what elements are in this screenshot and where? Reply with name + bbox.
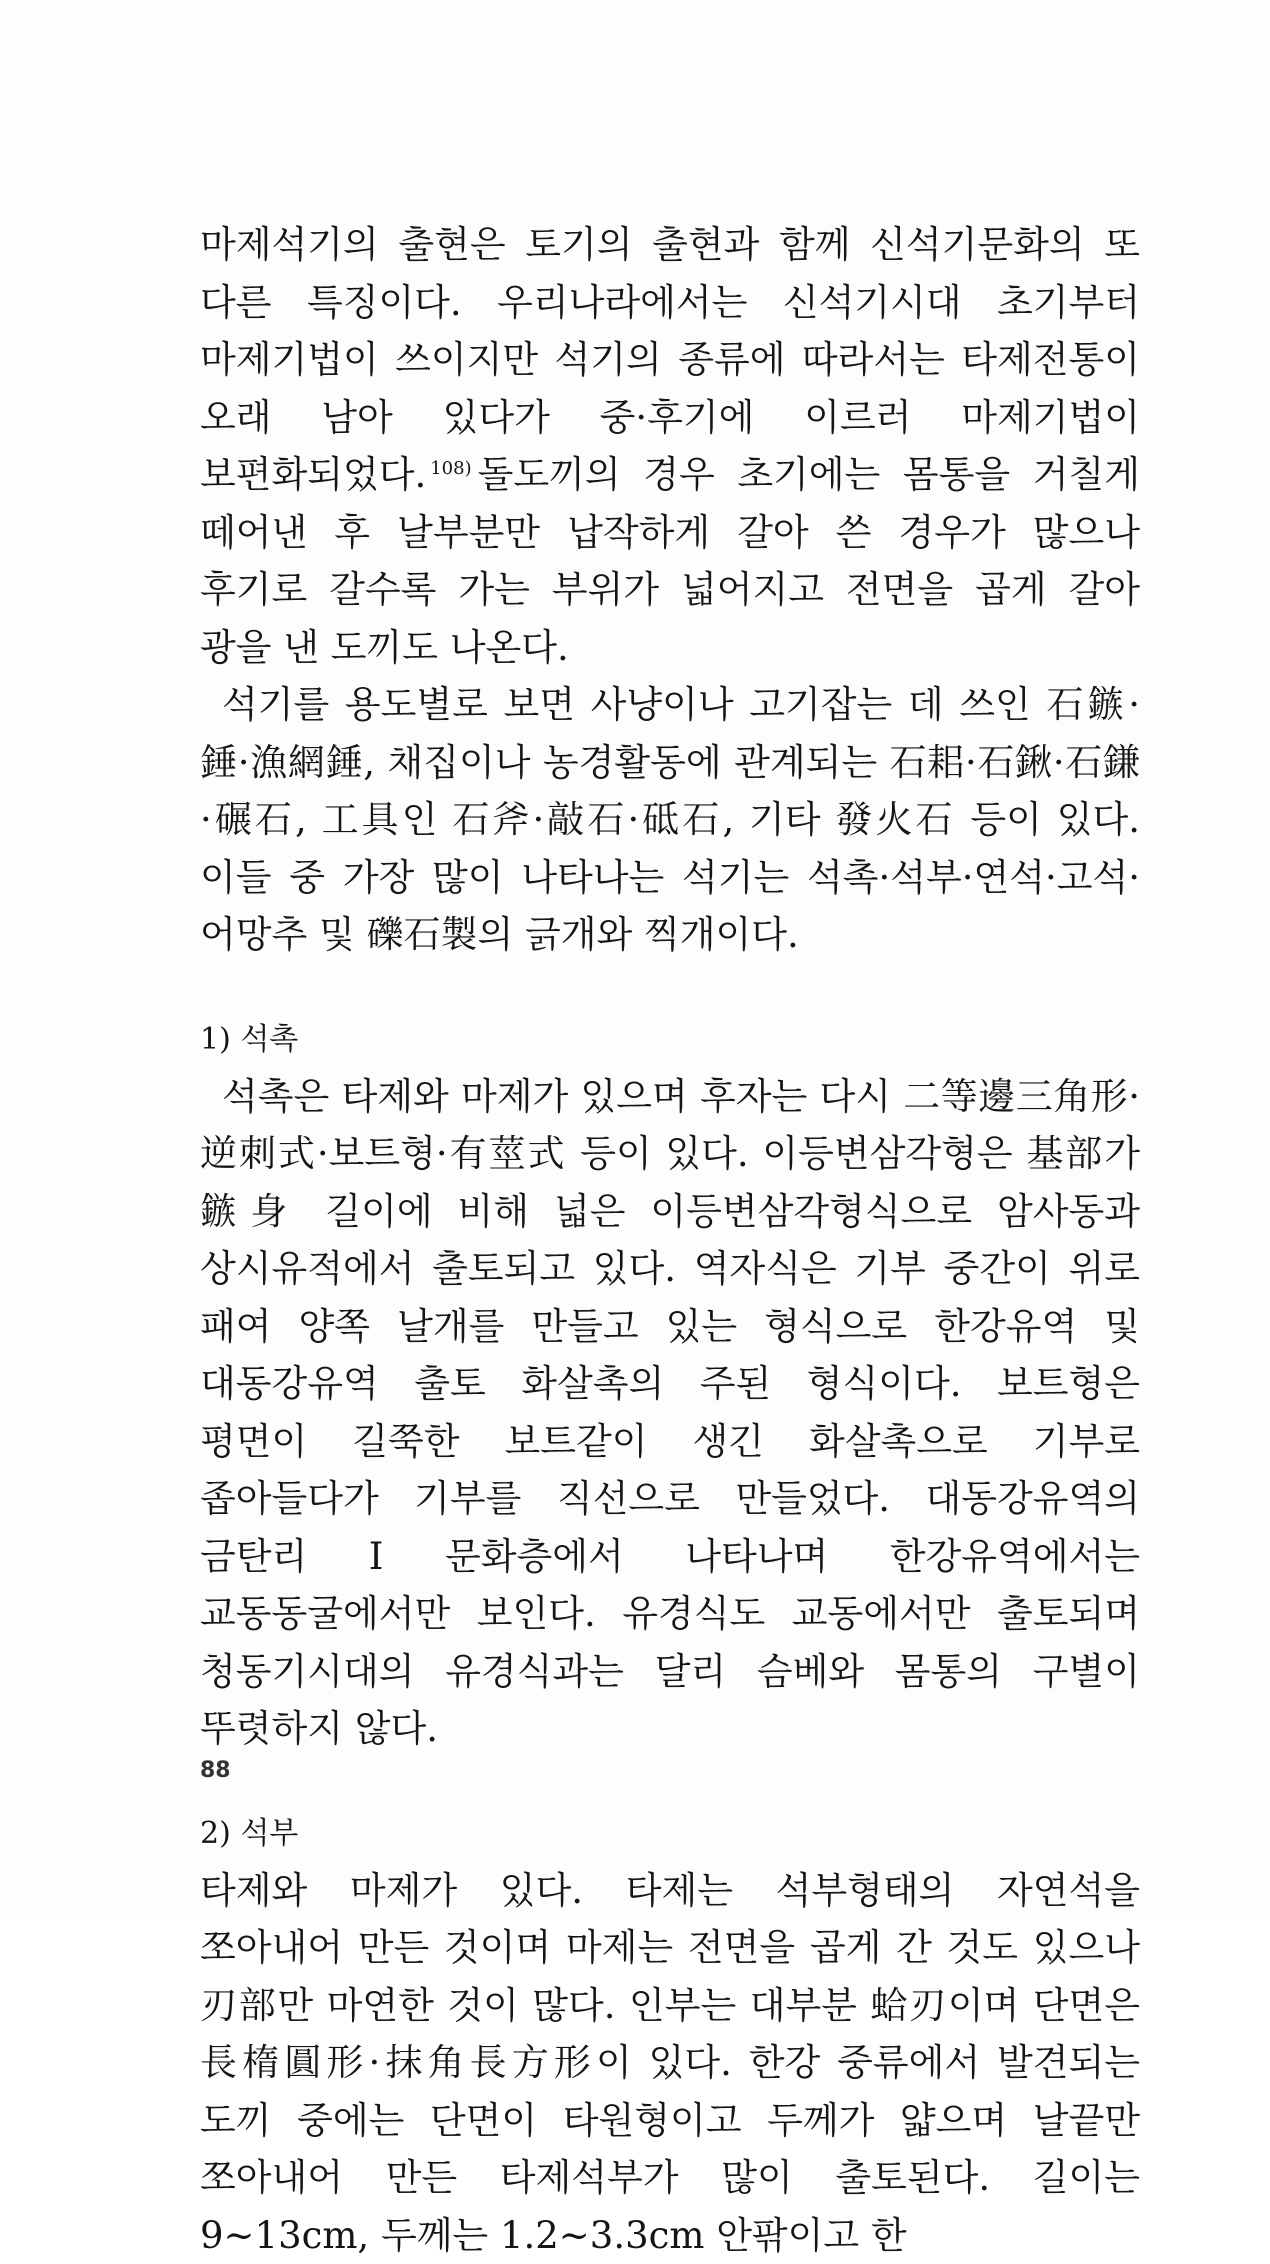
section-body-stone-axe: 타제와 마제가 있다. 타제는 석부형태의 자연석을 쪼아내어 만든 것이며 마제는 전면을 곱게 간 것도 있으나 刃部만 마연한 것이 많다. 인부는 대부분 蛤刃이며 단면은 長楕圓形·抹角長方形이 있다. 한강 중류에서 발견되는 도끼 중에는 단면이 타원형이고 두께가 얇으며 날끝만 쪼아내어 만든 타제석부가 많이 출토된다. 길이는 9~13cm, 두께는 1.2~3.3cm 안팎이고 한 <box>200 1862 1140 2264</box>
section-body-stone-arrowhead: 석촉은 타제와 마제가 있으며 후자는 다시 二等邊三角形·逆刺式·보트형·有莖式 등이 있다. 이등변삼각형은 基部가 鏃身 길이에 비해 넓은 이등변삼각형식으로 암사동과 상시유적에서 출토되고 있다. 역자식은 기부 중간이 위로 패여 양쪽 날개를 만들고 있는 형식으로 한강유역 및 대동강유역 출토 화살촉의 주된 형식이다. 보트형은 평면이 길쭉한 보트같이 생긴 화살촉으로 기부로 좁아들다가 기부를 직선으로 만들었다. 대동강유역의 금탄리 I 문화층에서 나타나며 한강유역에서는 교동동굴에서만 보인다. 유경식도 교동에서만 출토되며 청동기시대의 유경식과는 달리 슴베와 몸통의 구별이 뚜렷하지 않다. <box>200 1068 1140 1758</box>
intro-paragraph-1-part-b: 돌도끼의 경우 초기에는 몸통을 거칠게 떼어낸 후 날부분만 납작하게 갈아 쓴 경우가 많으나 후기로 갈수록 가는 부위가 넓어지고 전면을 곱게 갈아 광을 낸 도끼도 나온다. <box>200 453 1140 669</box>
intro-paragraph-1-part-a: 마제석기의 출현은 토기의 출현과 함께 신석기문화의 또 다른 특징이다. 우리나라에서는 신석기시대 초기부터 마제기법이 쓰이지만 석기의 종류에 따라서는 타제전통이 오래 남아 있다가 중·후기에 이르러 마제기법이 보편화되었다. <box>200 223 1140 496</box>
body-text <box>200 216 1140 2264</box>
section-heading-stone-axe: 2) 석부 <box>200 1814 1140 1854</box>
page-number: 88 <box>200 1758 231 1783</box>
footnote-marker: 108) <box>430 458 471 479</box>
intro-paragraph-2: 석기를 용도별로 보면 사냥이나 고기잡는 데 쓰인 石鏃·錘·漁網錘, 채집이나 농경활동에 관계되는 石耜·石鍬·石鎌·碾石, 工具인 石斧·敲石·砥石, 기타 發火石 등이 있다. 이들 중 가장 많이 나타나는 석기는 석촉·석부·연석·고석·어망추 및 礫石製의 긁개와 찍개이다. <box>200 676 1140 964</box>
intro-paragraph-1 <box>200 216 1140 676</box>
section-heading-stone-arrowhead: 1) 석촉 <box>200 1020 1140 1060</box>
